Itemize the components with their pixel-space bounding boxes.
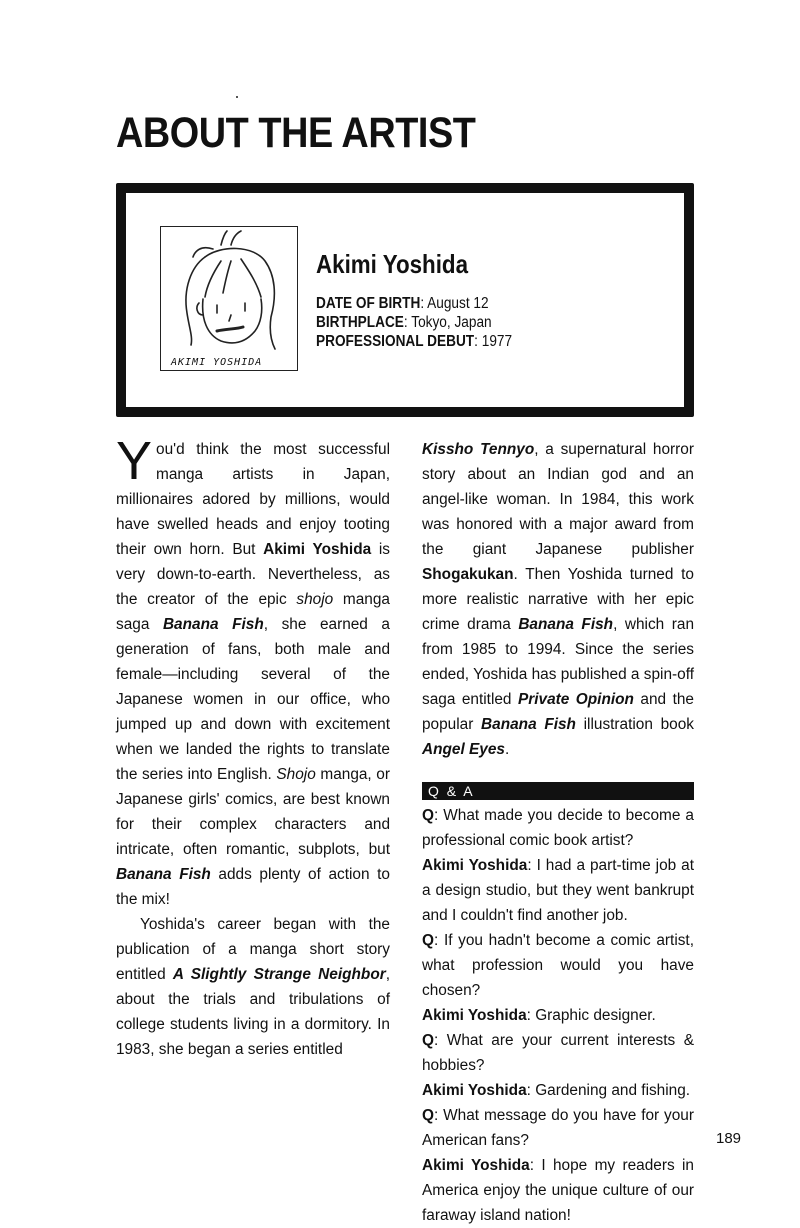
qa-speaker: Akimi Yoshida: [422, 857, 528, 874]
bio-text: , she earned a generation of fans, both male and female—including several of the Japanese women in our office, who jumped up and down with excitement when we landed the rights to translate the series into English.: [116, 616, 390, 783]
qa-list: [422, 803, 694, 1228]
qa-text: : I had a part-time job at a design studio, but they went bankrupt and I couldn't find another job.: [422, 857, 694, 924]
qa-speaker: Akimi Yoshida: [422, 1157, 530, 1174]
bio-term: shojo: [296, 591, 334, 608]
qa-answer: [422, 1153, 694, 1228]
bio-text: , a supernatural horror story about an Indian god and an angel-like woman. In 1984, this work was honored with a major award from the giant Japanese publisher: [422, 441, 694, 558]
bio-name: Akimi Yoshida: [263, 541, 372, 558]
bio-text: manga, or Japanese girls' comics, are best known for their complex characters and intricate, often romantic, subplots, but: [116, 766, 390, 858]
qa-question: [422, 928, 694, 1003]
bio-paragraph-1: [116, 431, 390, 912]
bio-work-title: Banana Fish: [518, 616, 614, 633]
qa-answer: [422, 1003, 694, 1028]
page-number: 189: [716, 1130, 742, 1147]
qa-answer: [422, 853, 694, 928]
artist-name: Akimi Yoshida: [316, 249, 469, 279]
stray-mark: [236, 96, 238, 98]
bio-work-title: Banana Fish: [116, 866, 211, 883]
bio-text: , about the trials and tribulations of college students living in a dormitory. In 1983, she began a series entitled: [116, 966, 390, 1058]
bio-work-title: Banana Fish: [162, 616, 264, 633]
qa-speaker: Akimi Yoshida: [422, 1007, 527, 1024]
qa-question: [422, 1103, 694, 1153]
qa-speaker: Q: [422, 1032, 434, 1049]
qa-question: [422, 1028, 694, 1078]
bio-text: ou'd think the most successful manga artists in Japan, millionaires adored by millions, would have swelled heads and enjoy tooting their own horn. But: [116, 441, 390, 558]
bio-text: .: [504, 741, 510, 758]
fact-value: August 12: [427, 295, 489, 312]
page-title: ABOUT THE ARTIST: [116, 109, 476, 157]
qa-text: : If you hadn't become a comic artist, what profession would you have chosen?: [422, 932, 694, 999]
qa-text: : What message do you have for your American fans?: [422, 1107, 694, 1149]
qa-text: : I hope my readers in America enjoy the unique culture of our faraway island nation!: [422, 1157, 694, 1224]
bio-text: . Then Yoshida turned to more realistic narrative with her epic crime drama: [422, 566, 694, 633]
profile-box: [116, 183, 694, 417]
fact-label: PROFESSIONAL DEBUT: [316, 333, 475, 350]
qa-speaker: Q: [422, 1107, 434, 1124]
bio-text: is very down-to-earth. Nevertheless, as the creator of the epic: [116, 541, 390, 608]
bio-work-title: Banana Fish: [481, 716, 576, 733]
bio-text: , which ran from 1985 to 1994. Since the series ended, Yoshida has published a spin-off saga entitled: [422, 616, 695, 708]
qa-question: [422, 803, 694, 853]
bio-publisher: Shogakukan: [422, 566, 514, 583]
bio-term: Shojo: [276, 766, 316, 783]
fact-value: 1977: [481, 333, 513, 350]
artist-facts: [316, 294, 512, 351]
fact-label: BIRTHPLACE: [316, 314, 404, 331]
bio-text: manga saga: [116, 591, 390, 633]
bio-paragraph-2: [116, 912, 390, 1062]
artist-portrait: [160, 226, 298, 371]
qa-text: : Gardening and fishing.: [526, 1082, 691, 1099]
bio-text: illustration book: [575, 716, 694, 733]
bio-work-title: Angel Eyes: [422, 741, 505, 758]
bio-work-title: Kissho Tennyo: [422, 441, 535, 458]
qa-text: : What made you decide to become a professional comic book artist?: [422, 807, 694, 849]
bio-paragraph-2-continued: [422, 437, 694, 762]
bio-column-left: [116, 431, 390, 1062]
qa-answer: [422, 1078, 694, 1103]
qa-speaker: Q: [422, 807, 434, 824]
bio-column-right: [422, 437, 694, 1228]
fact-row: DATE OF BIRTH: August 12: [316, 295, 489, 312]
bio-text: adds plenty of action to the mix!: [116, 866, 390, 908]
fact-row: PROFESSIONAL DEBUT: 1977: [316, 333, 513, 350]
qa-text: : Graphic designer.: [526, 1007, 656, 1024]
qa-speaker: Akimi Yoshida: [422, 1082, 527, 1099]
bio-work-title: Private Opinion: [517, 691, 634, 708]
portrait-signature: AKIMI YOSHIDA: [171, 357, 263, 368]
fact-label: DATE OF BIRTH: [316, 295, 421, 312]
fact-row: BIRTHPLACE: Tokyo, Japan: [316, 314, 492, 331]
bio-work-title: A Slightly Strange Neighbor: [172, 966, 386, 983]
self-portrait-sketch-icon: [161, 227, 297, 370]
qa-speaker: Q: [422, 932, 434, 949]
qa-heading-bar: Q & A: [422, 782, 694, 800]
bio-text: Yoshida's career began with the publication of a manga short story entitled: [116, 916, 390, 983]
drop-cap: Y: [116, 431, 153, 491]
bio-text: and the popular: [422, 691, 694, 733]
qa-text: : What are your current interests & hobbies?: [422, 1032, 694, 1074]
fact-value: Tokyo, Japan: [411, 314, 492, 331]
